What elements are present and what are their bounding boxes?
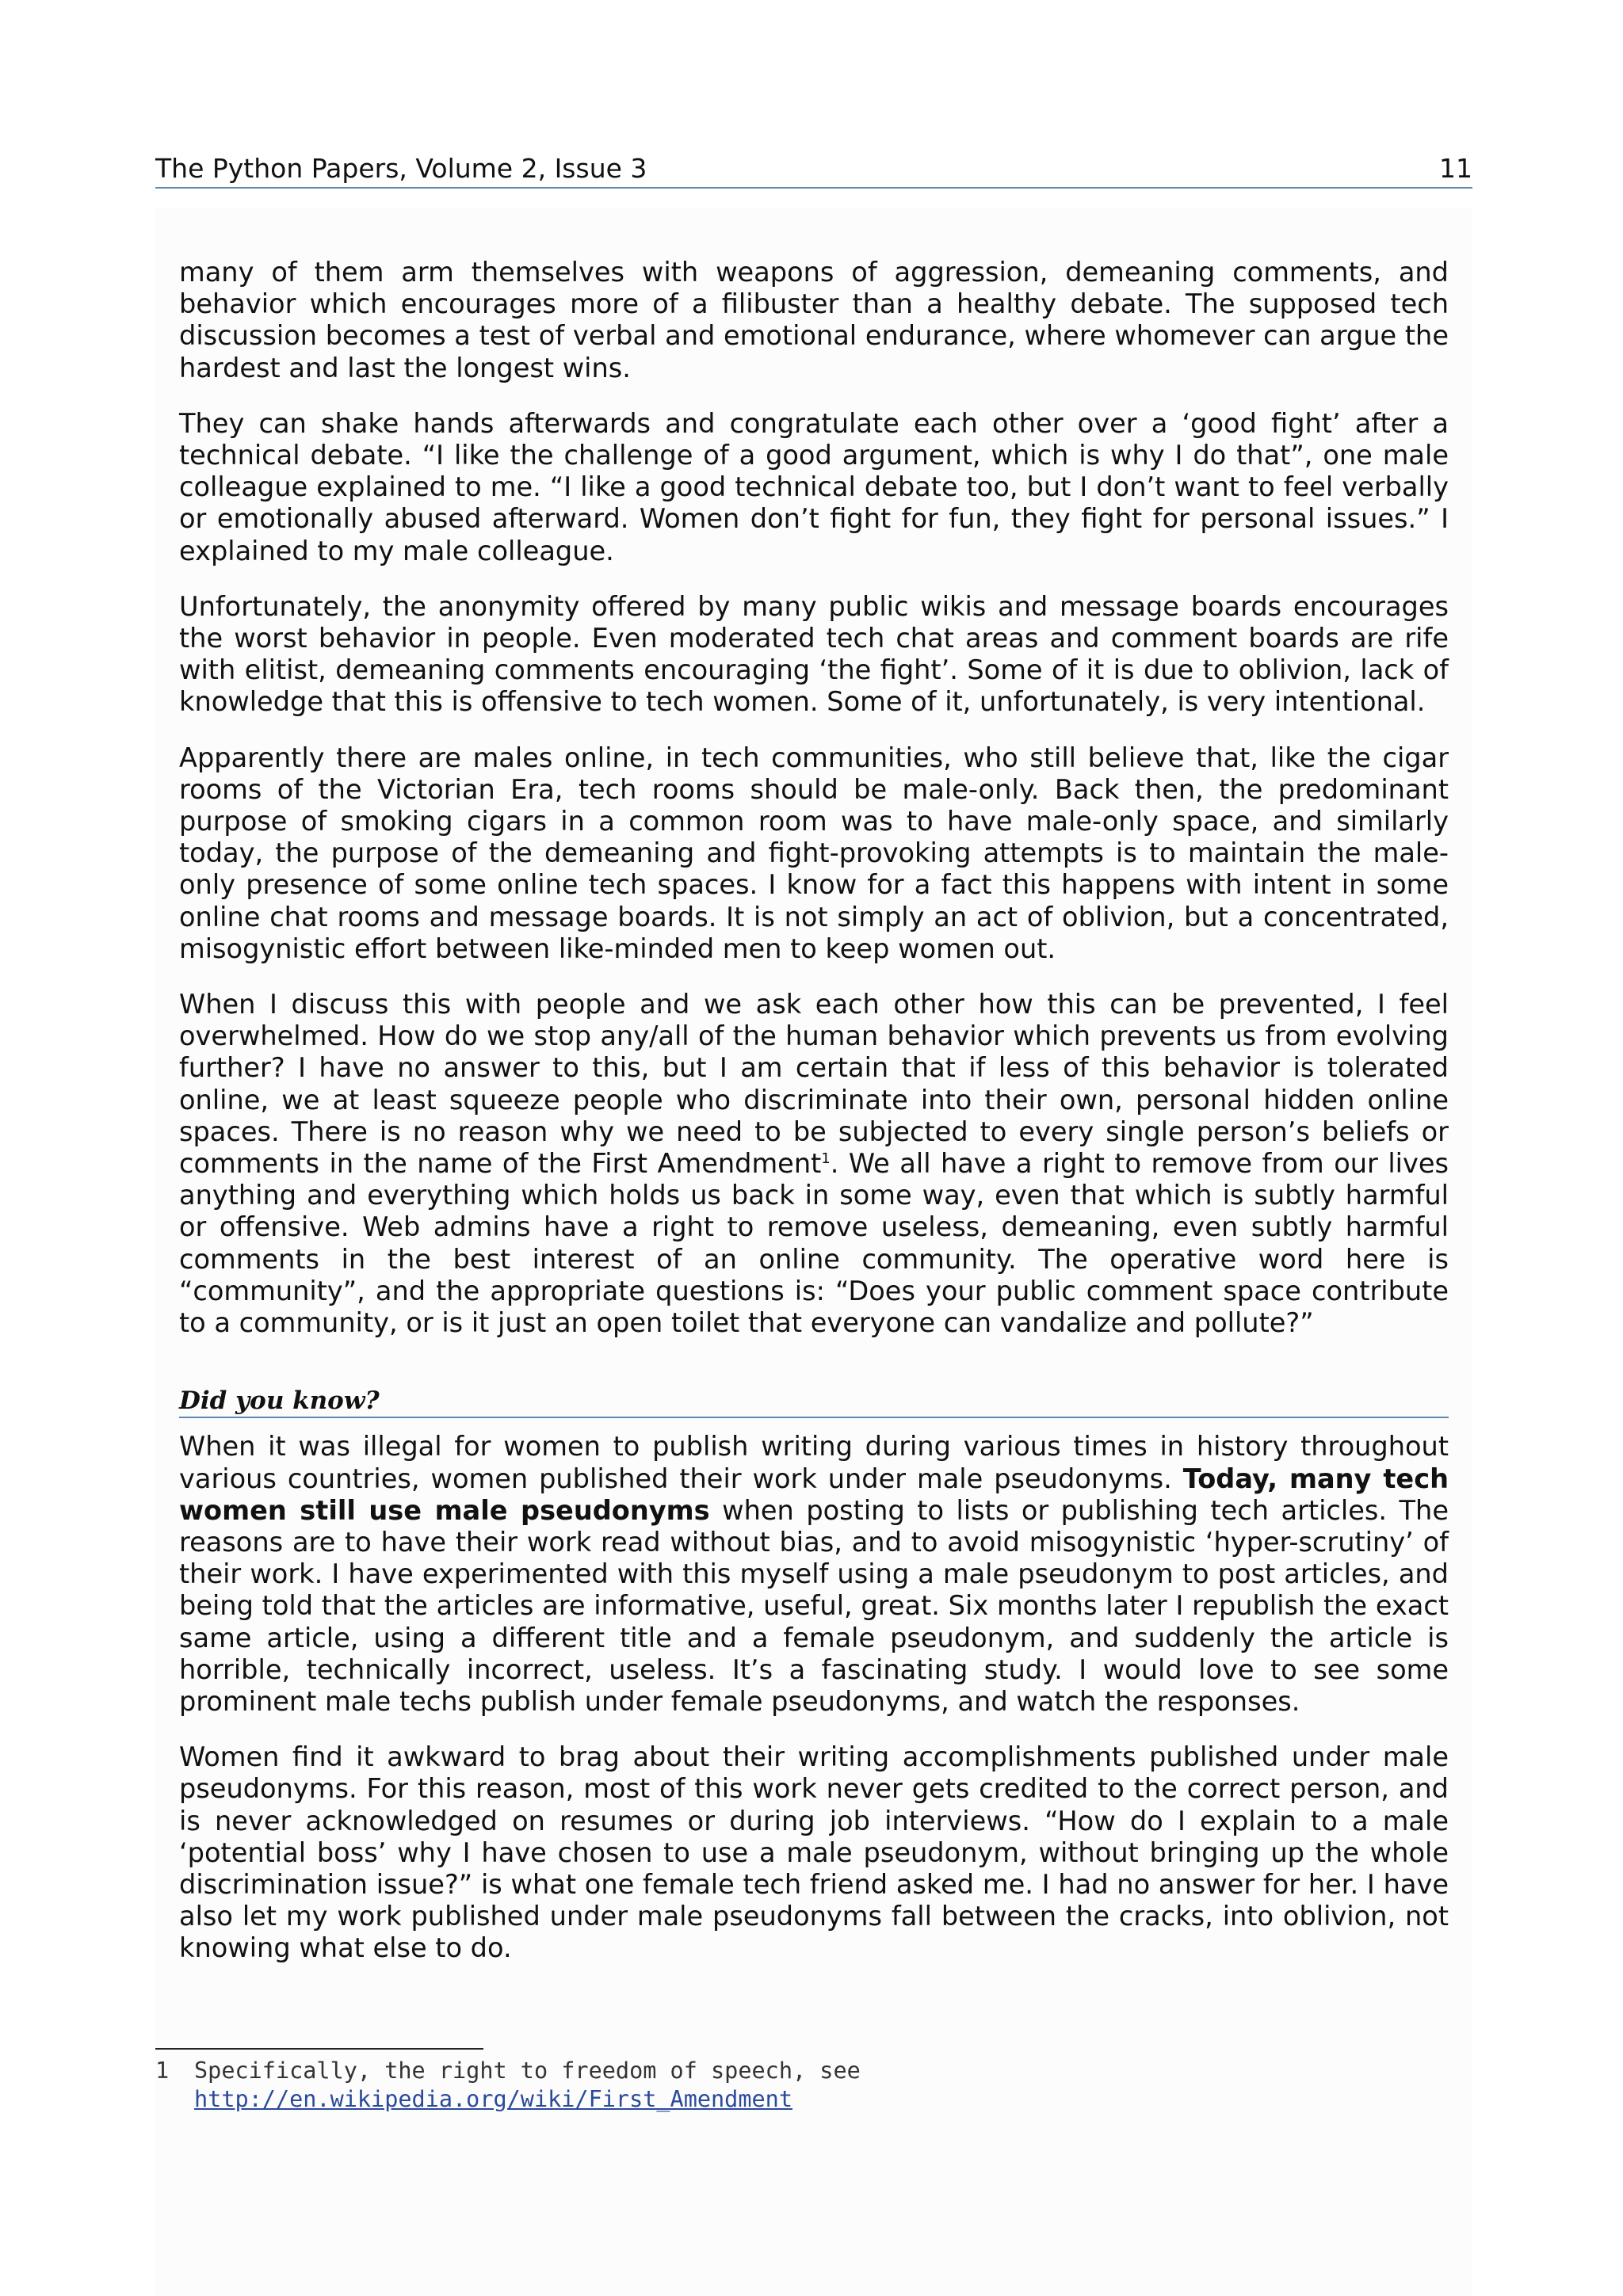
- journal-title: The Python Papers, Volume 2, Issue 3: [155, 153, 647, 184]
- paragraph-2: They can shake hands afterwards and congratulate each other over a ‘good fight’ after a technical debate. “I like the challenge of a good argument, which is why I do that”, one male colleague explained to me. “I like a good technical debate too, but I don’t want to feel verbally or emotionally abused afterward. Women don’t fight for fun, they fight for personal issues.” I explained to my male colleague.: [179, 407, 1449, 566]
- footnote-text: Specifically, the right to freedom of speech, see: [194, 2058, 861, 2084]
- sidebar-p1-text-b: when posting to lists or publishing tech articles. The reasons are to have their work read without bias, and to avoid misogynistic ‘hyper-scrutiny’ of their work. I have experimented with this myself using a male pseudonym to post articles, and being told that the articles are informative, useful, great. Six months later I republish the exact same article, using a different title and a female pseudonym, and suddenly the article is horrible, technically incorrect, useless. It’s a fascinating study. I would love to see some prominent male techs publish under female pseudonyms, and watch the responses.: [179, 1494, 1449, 1717]
- sidebar-p1-text-a: When it was illegal for women to publish writing during various times in history throughout various countries, women published their work under male pseudonyms.: [179, 1431, 1449, 1494]
- footnote-link[interactable]: http://en.wikipedia.org/wiki/First_Amendment: [194, 2086, 792, 2112]
- footnote-reference[interactable]: 1: [821, 1150, 831, 1167]
- footnote-separator: [155, 2048, 483, 2050]
- sidebar-p1-bold: Today, many tech women still use male pseudonyms: [179, 1463, 1449, 1526]
- footnote-number: 1: [155, 2058, 170, 2084]
- paragraph-5: [179, 989, 1449, 1339]
- paragraph-5-text-b: . We all have a right to remove from our lives anything and everything which holds us back in some way, even that which is subtly harmful or offensive. Web admins have a right to remove useless, demeaning, even subtly harmful comments in the best interest of an online community. The operative word here is “community”, and the appropriate questions is: “Does your public comment space contribute to a community, or is it just an open toilet that everyone can vandalize and pollute?”: [179, 1148, 1449, 1339]
- paragraph-5-text-a: When I discuss this with people and we ask each other how this can be prevented, I feel overwhelmed. How do we stop any/all of the human behavior which prevents us from evolving further? I have no answer to this, but I am certain that if less of this behavior is tolerated online, we at least squeeze people who discriminate into their own, personal hidden online spaces. There is no reason why we need to be subjected to every single person’s beliefs or comments in the name of the First Amendment: [179, 989, 1449, 1180]
- sidebar-paragraph-1: [179, 1431, 1449, 1718]
- sidebar-heading: Did you know?: [179, 1385, 1449, 1418]
- article-body: [179, 257, 1449, 1989]
- sidebar-paragraph-2: Women find it awkward to brag about their writing accomplishments published under male pseudonyms. For this reason, most of this work never gets credited to the correct person, and is never acknowledged on resumes or during job interviews. “How do I explain to a male ‘potential boss’ why I have chosen to use a male pseudonym, without bringing up the whole discrimination issue?” is what one female tech friend asked me. I had no answer for her. I have also let my work published under male pseudonyms fall between the cracks, into oblivion, not knowing what else to do.: [179, 1741, 1449, 1964]
- paragraph-4: Apparently there are males online, in tech communities, who still believe that, like the cigar rooms of the Victorian Era, tech rooms should be male-only. Back then, the predominant purpose of smoking cigars in a common room was to have male-only space, and similarly today, the purpose of the demeaning and fight-provoking attempts is to maintain the male-only presence of some online tech spaces. I know for a fact this happens with intent in some online chat rooms and message boards. It is not simply an act of oblivion, but a concentrated, misogynistic effort between like-minded men to keep women out.: [179, 742, 1449, 964]
- page-header: [155, 152, 1472, 189]
- page-number: 11: [1439, 153, 1472, 184]
- footnote: [155, 2057, 1265, 2114]
- paragraph-1: many of them arm themselves with weapons of aggression, demeaning comments, and behavior which encourages more of a filibuster than a healthy debate. The supposed tech discussion becomes a test of verbal and emotional endurance, where whomever can argue the hardest and last the longest wins.: [179, 257, 1449, 383]
- paragraph-3: Unfortunately, the anonymity offered by many public wikis and message boards encourages the worst behavior in people. Even moderated tech chat areas and comment boards are rife with elitist, demeaning comments encouraging ‘the fight’. Some of it is due to oblivion, lack of knowledge that this is offensive to tech women. Some of it, unfortunately, is very intentional.: [179, 590, 1449, 718]
